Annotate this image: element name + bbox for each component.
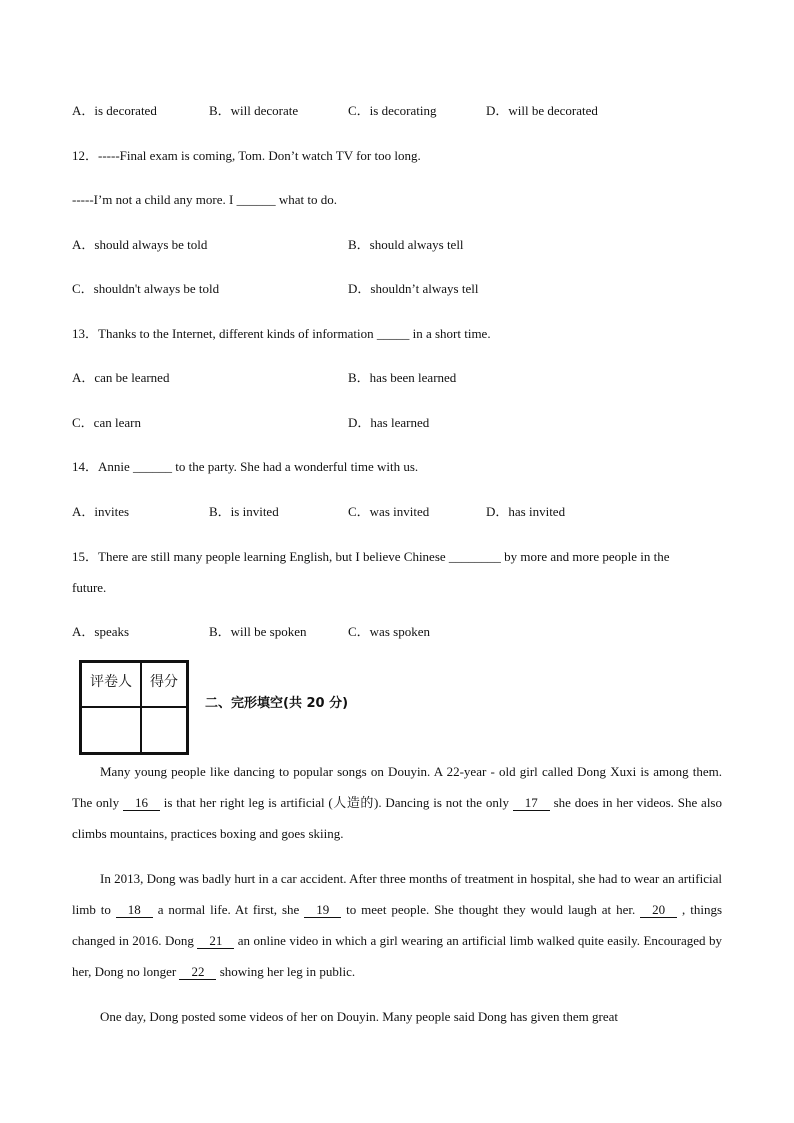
q14-option-b: B．is invited [209, 504, 279, 519]
q13-number: 13． [72, 326, 99, 341]
q12-stem-line2 [72, 192, 337, 208]
q11-option-b: B．will decorate [209, 103, 299, 118]
q12-option-b: B．should always tell [348, 237, 464, 252]
score-table-score-header: 得分 [141, 662, 187, 707]
q15-option-c: C．was spoken [348, 624, 430, 639]
q12-line2-b: what to do. [275, 192, 337, 207]
q12-option-c: C．shouldn't always be told [72, 281, 220, 296]
q12-line1-text: -----Final exam is coming, Tom. Don’t watch TV for too long. [98, 148, 421, 163]
p2-text-6: showing her leg in public. [216, 964, 356, 979]
q13-option-a: A．can be learned [72, 370, 170, 385]
p2-text-2: a normal life. At first, she [152, 902, 305, 917]
q15-text-b: by more and more people in the [500, 549, 670, 564]
p2-text-4: , things changed in 2016. Dong [72, 902, 722, 948]
p1-text-1: Many young people like dancing to popular songs on Douyin. A 22-year - old girl called Dong Xuxi is among them. The only [72, 764, 722, 810]
passage-paragraph-1 [72, 756, 722, 849]
blank-22: 22 [179, 964, 216, 980]
blank-18: 18 [116, 902, 153, 918]
q12-stem-line1 [72, 148, 421, 164]
p1-text-2: is that her right leg is artificial (人造的). Dancing is not the only [159, 795, 513, 810]
q15-option-b: B．will be spoken [209, 624, 307, 639]
q14-blank: ______ [133, 459, 173, 474]
blank-17: 17 [513, 795, 550, 811]
q13-option-d: D．has learned [348, 415, 430, 430]
q15-blank: ________ [448, 549, 501, 564]
q11-option-d: D．will be decorated [486, 103, 598, 118]
blank-19: 19 [304, 902, 341, 918]
section-title: 二、完形填空(共 20 分) [205, 696, 349, 711]
q12-number: 12． [72, 148, 99, 163]
q13-option-b: B．has been learned [348, 370, 457, 385]
q14-option-c: C．was invited [348, 504, 430, 519]
q15-option-a: A．speaks [72, 624, 130, 639]
p2-text-1: In 2013, Dong was badly hurt in a car accident. After three months of treatment in hospital, she had to wear an artificial limb to [72, 871, 722, 917]
q12-option-d: D．shouldn’t always tell [348, 281, 479, 296]
score-table-grader-header: 评卷人 [81, 662, 141, 707]
passage-paragraph-3 [72, 1001, 722, 1032]
q13-blank: _____ [376, 326, 410, 341]
q11-option-c: C．is decorating [348, 103, 437, 118]
q13-stem [72, 326, 491, 342]
p2-text-5: an online video in which a girl wearing an artificial limb walked quite easily. Encouraged by her, Dong no longer [72, 933, 722, 979]
q12-blank: ______ [236, 192, 276, 207]
blank-20: 20 [640, 902, 677, 918]
blank-16: 16 [123, 795, 160, 811]
q13-text-a: Thanks to the Internet, different kinds of information [98, 326, 377, 341]
q11-option-a: A．is decorated [72, 103, 157, 118]
q14-number: 14． [72, 459, 99, 474]
q15-number: 15． [72, 549, 99, 564]
p1-text-3: she does in her videos. She also climbs mountains, practices boxing and goes skiing. [72, 795, 722, 841]
q15-stem-line2: future. [72, 580, 107, 595]
q15-text-a: There are still many people learning English, but I believe Chinese [98, 549, 449, 564]
q13-option-c: C．can learn [72, 415, 141, 430]
q14-text-a: Annie [98, 459, 134, 474]
score-table-grader-cell [81, 707, 141, 753]
q15-stem-line1 [72, 549, 670, 565]
q12-option-a: A．should always be told [72, 237, 208, 252]
q14-stem [72, 459, 418, 475]
q13-text-b: in a short time. [409, 326, 491, 341]
score-table-score-cell [141, 707, 187, 753]
blank-21: 21 [197, 933, 234, 949]
q12-line2-a: -----I’m not a child any more. I [72, 192, 237, 207]
passage-paragraph-2 [72, 863, 722, 987]
p3-text: One day, Dong posted some videos of her on Douyin. Many people said Dong has given them great [100, 1009, 618, 1024]
q14-option-a: A．invites [72, 504, 130, 519]
q14-text-b: to the party. She had a wonderful time with us. [172, 459, 419, 474]
q14-option-d: D．has invited [486, 504, 566, 519]
p2-text-3: to meet people. She thought they would laugh at her. [341, 902, 641, 917]
score-table [79, 660, 189, 755]
